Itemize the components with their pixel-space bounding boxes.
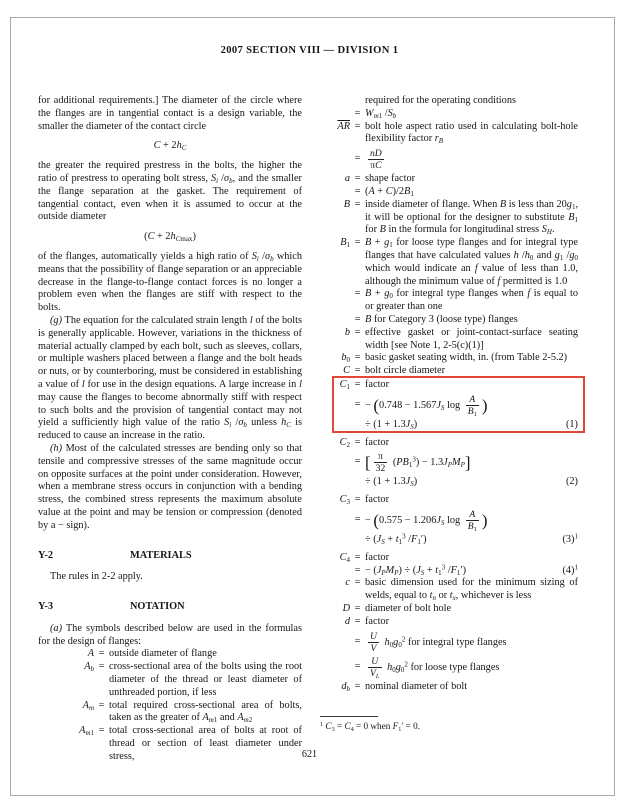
equals-sign: = bbox=[98, 661, 105, 673]
notation-symbol: $A_m$ bbox=[82, 699, 94, 712]
notation-definition: $\frac{nD}{\pi C}$ bbox=[370, 148, 382, 172]
notation-definition: bolt hole aspect ratio used in calculating bolt-hole flexibility factor $r_B$ bbox=[365, 120, 578, 146]
paragraph: (h) Most of the calculated stresses are bending only so that tensile and compressive stresses of the same magnitude occur on opposite surfaces at the point under consideration. However, when a membrane stress occurs in conjunction with a bending stress, the combined stress represents the maximum absolute value at the point and may be tension or compression (denoted by a − sign). bbox=[38, 442, 302, 531]
notation-row bbox=[320, 108, 578, 121]
equals-sign: = bbox=[354, 615, 361, 627]
notation-row bbox=[320, 95, 578, 108]
notation-row bbox=[320, 327, 578, 353]
display-equation: $(C + 2h_{Cmax})$ bbox=[144, 231, 196, 244]
equals-sign: = bbox=[354, 564, 361, 576]
notation-definition: basic dimension used for the minimum sizing of welds, equal to $t_n$ or $t_x$, whichever is less bbox=[365, 577, 578, 603]
notation-symbol: a bbox=[344, 173, 350, 185]
section-title: MATERIALS bbox=[130, 549, 192, 561]
notation-row bbox=[320, 656, 578, 679]
equation-number: (2) bbox=[565, 476, 578, 488]
section-heading bbox=[38, 601, 302, 614]
notation-symbol: $C_4$ bbox=[339, 551, 350, 564]
equals-sign: = bbox=[354, 185, 361, 197]
page-header-title: 2007 SECTION VIII — DIVISION 1 bbox=[220, 45, 399, 56]
notation-definition: shape factor bbox=[365, 173, 416, 185]
notation-symbol: $b_0$ bbox=[341, 352, 350, 365]
notation-definition: diameter of bolt hole bbox=[365, 602, 452, 614]
notation-definition: factor bbox=[365, 378, 390, 390]
equals-sign: = bbox=[354, 107, 361, 119]
notation-definition: total required cross-sectional area of bolts, taken as the greater of $A_{m1}$ and $A_{m2}$ bbox=[109, 699, 302, 725]
display-equation: $C + 2h_C$ bbox=[153, 140, 187, 153]
highlighted-equation-group bbox=[320, 379, 578, 432]
notation-row bbox=[38, 661, 302, 699]
section-heading bbox=[38, 550, 302, 563]
notation-row bbox=[320, 565, 578, 578]
equals-sign: = bbox=[354, 436, 361, 448]
equation-number: $(4)^1$ bbox=[562, 563, 578, 576]
notation-definition: factor bbox=[365, 494, 390, 506]
notation-row bbox=[320, 437, 578, 450]
notation-symbol: $A_{m1}$ bbox=[79, 725, 94, 738]
notation-row bbox=[320, 552, 578, 565]
equals-sign: = bbox=[354, 237, 361, 249]
notation-definition: $W_{m1}$ $/S_b$ bbox=[365, 107, 397, 120]
equals-sign: = bbox=[354, 577, 361, 589]
notation-row bbox=[320, 237, 578, 288]
notation-symbol: $C_2$ bbox=[339, 436, 350, 449]
notation-row bbox=[320, 288, 578, 314]
equals-sign: = bbox=[98, 725, 105, 737]
equals-sign: = bbox=[354, 494, 361, 506]
equals-sign: = bbox=[354, 288, 361, 300]
equals-sign: = bbox=[354, 153, 361, 165]
notation-definition: − $(J_PM_P) \div (J_S + t_1^3$ $/F_1'$) bbox=[365, 563, 467, 577]
notation-row bbox=[320, 494, 578, 507]
notation-definition: bolt circle diameter bbox=[365, 365, 446, 377]
equals-sign: = bbox=[354, 398, 361, 410]
equals-sign: = bbox=[354, 352, 361, 364]
notation-row bbox=[320, 148, 578, 171]
notation-row bbox=[320, 476, 578, 489]
equation-number: $(3)^1$ bbox=[562, 532, 578, 545]
notation-definition: ÷ $(1 + 1.3J_S)$ bbox=[365, 476, 418, 489]
equals-sign: = bbox=[354, 326, 361, 338]
notation-row bbox=[320, 186, 578, 199]
notation-definition: nominal diameter of bolt bbox=[365, 680, 468, 692]
notation-definition: ÷ ($J_S + t_1^3$ $/F_1'$) bbox=[365, 532, 427, 546]
equals-sign: = bbox=[354, 680, 361, 692]
notation-definition: total cross-sectional area of bolts at root of thread or section of least diameter under stress, bbox=[109, 725, 302, 762]
notation-row bbox=[320, 509, 578, 532]
notation-symbol: $A_b$ bbox=[84, 661, 94, 674]
section-title: NOTATION bbox=[130, 601, 185, 613]
page-number: 621 bbox=[301, 749, 318, 760]
equals-sign: = bbox=[354, 456, 361, 468]
equals-sign: = bbox=[354, 514, 361, 526]
section-number: Y-3 bbox=[38, 601, 54, 613]
notation-row bbox=[320, 577, 578, 603]
notation-definition: effective gasket or joint-contact-surface seating width [see Note 1, 2-5(c)(1)] bbox=[365, 326, 578, 351]
notation-row bbox=[38, 700, 302, 726]
notation-definition: required for the operating conditions bbox=[365, 95, 516, 106]
equals-sign: = bbox=[354, 120, 361, 132]
notation-symbol: $C_3$ bbox=[339, 494, 350, 507]
notation-row bbox=[320, 451, 578, 474]
notation-row bbox=[320, 199, 578, 237]
notation-row bbox=[320, 365, 578, 378]
notation-definition: inside diameter of flange. When B is less than $20g_1$, it will be optional for the designer to substitute $B_1$ for B in the formula for longitudinal stress $S_H$. bbox=[365, 198, 579, 237]
equals-sign: = bbox=[354, 378, 361, 390]
equals-sign: = bbox=[354, 365, 361, 377]
notation-definition: ÷ $(1 + 1.3J_S)$ bbox=[365, 418, 418, 431]
notation-definition: $B + g_0$ for integral type flanges when f is equal to or greater than one bbox=[365, 288, 578, 313]
left-column bbox=[38, 95, 302, 764]
notation-definition: $B + g_1$ for loose type flanges and for integral type flanges that have calculated values h $/h_0$ and $g_1$ $/g_0$ which would indicate an f value of less than 1.0, although the minimum value of f permitted is 1.0 bbox=[365, 237, 579, 287]
notation-symbol: c bbox=[345, 577, 350, 589]
notation-symbol: $C_1$ bbox=[339, 378, 350, 391]
notation-symbol: $B_1$ bbox=[340, 237, 350, 250]
notation-definition: basic gasket seating width, in. (from Table 2-5.2) bbox=[365, 352, 568, 364]
notation-definition: factor bbox=[365, 615, 390, 627]
notation-symbol: $d_b$ bbox=[341, 680, 350, 693]
notation-definition: cross-sectional area of the bolts using the root diameter of the thread or least diameter of unthreaded portion, if less bbox=[109, 661, 302, 698]
notation-row bbox=[320, 616, 578, 629]
equals-sign: = bbox=[354, 313, 361, 325]
notation-symbol: b bbox=[344, 326, 350, 338]
paragraph: the greater the required prestress in the bolts, the higher the ratio of prestress to operating bolt stress, $S_i$ $/\sigma_b$, and the smaller the flange separation at the gasket. The requirement of tangential contact, even when it is assumed to occur at the outside diameter bbox=[38, 160, 302, 223]
paragraph: (g) The equation for the calculated strain length l of the bolts is generally applicable. However, variations in the thickness of material actually clamped by each bolt, such as sleeves, collars, or multiple washers placed between a flange and the bolt heads or nuts, or by counterboring, must be considered in establishing a value of l for use in the design equations. A large increase in l may cause the flanges to become abnormally stiff with respect to such bolts and the provision of tangential contact may not yield a sufficiently high value of the ratio $S_i$ $/\sigma_b$ unless $h_C$ is reduced to cause an increase in the ratio. bbox=[38, 314, 303, 442]
paragraph: The rules in 2-2 apply. bbox=[50, 571, 143, 583]
notation-definition: $(A + C)/2B_1$ bbox=[365, 185, 414, 198]
equals-sign: = bbox=[354, 635, 361, 647]
section-number: Y-2 bbox=[38, 549, 54, 561]
notation-row bbox=[320, 631, 578, 654]
notation-definition: − ($0.575 - 1.206J_S$ log $\frac{A}{B_1}$ ) bbox=[365, 508, 488, 533]
notation-symbol: D bbox=[342, 602, 350, 614]
notation-row bbox=[320, 603, 578, 616]
notation-symbol: $\overline{AR}$ bbox=[337, 120, 350, 132]
notation-row bbox=[320, 534, 578, 547]
notation-definition: B for Category 3 (loose type) flanges bbox=[365, 313, 518, 325]
equals-sign: = bbox=[98, 648, 105, 660]
notation-definition: factor bbox=[365, 551, 390, 563]
footnote-rule bbox=[320, 716, 378, 717]
notation-definition: $\frac{U}{V_L}$ $h_0g_0^2$ for loose type flanges bbox=[370, 655, 500, 680]
paragraph: (a) The symbols described below are used in the formulas for the design of flanges: bbox=[38, 622, 302, 647]
equals-sign: = bbox=[354, 602, 361, 614]
notation-row bbox=[320, 419, 578, 432]
footnote bbox=[320, 716, 578, 732]
equals-sign: = bbox=[354, 173, 361, 185]
notation-row bbox=[320, 681, 578, 694]
notation-definition: factor bbox=[365, 436, 390, 448]
equals-sign: = bbox=[98, 699, 105, 711]
notation-symbol: A bbox=[87, 648, 94, 660]
notation-symbol: d bbox=[344, 615, 350, 627]
notation-symbol: C bbox=[343, 365, 350, 377]
notation-row bbox=[320, 379, 578, 392]
paragraph: of the flanges, automatically yields a high ratio of $S_i$ $/\sigma_b$ which means that the possibility of flange separation or an appreciable decrease in the flange-to-flange contact forces is no longer a problem even when the flanges are stiff with respect to the bolts. bbox=[38, 250, 303, 314]
equation-number: (1) bbox=[565, 418, 578, 430]
notation-definition: $\frac{U}{V}$ $h_0g_0^2$ for integral type flanges bbox=[370, 630, 507, 654]
notation-row bbox=[320, 314, 578, 327]
equals-sign: = bbox=[354, 551, 361, 563]
paragraph: for additional requirements.] The diameter of the circle where the flanges are in tangential contact is a design variable, the smaller the diameter of the contact circle bbox=[38, 95, 302, 132]
notation-definition: [ $\frac{\pi}{32}$ $(PB_1^3) - 1.3J_PM_P$] bbox=[365, 451, 471, 475]
notation-symbol: B bbox=[343, 198, 350, 210]
notation-definition: outside diameter of flange bbox=[109, 648, 217, 660]
notation-row bbox=[320, 394, 578, 417]
notation-row bbox=[38, 648, 302, 661]
notation-row bbox=[320, 352, 578, 365]
notation-row bbox=[320, 173, 578, 186]
notation-definition: − ($0.748 - 1.567J_S$ log $\frac{A}{B_1}$ ) bbox=[365, 393, 488, 418]
footnote-text: $^1$ $C_3 = C_4 = 0$ when $F_1' = 0$. bbox=[320, 720, 421, 733]
notation-row bbox=[320, 121, 578, 147]
right-column bbox=[320, 95, 578, 693]
equals-sign: = bbox=[354, 660, 361, 672]
equals-sign: = bbox=[354, 198, 361, 210]
